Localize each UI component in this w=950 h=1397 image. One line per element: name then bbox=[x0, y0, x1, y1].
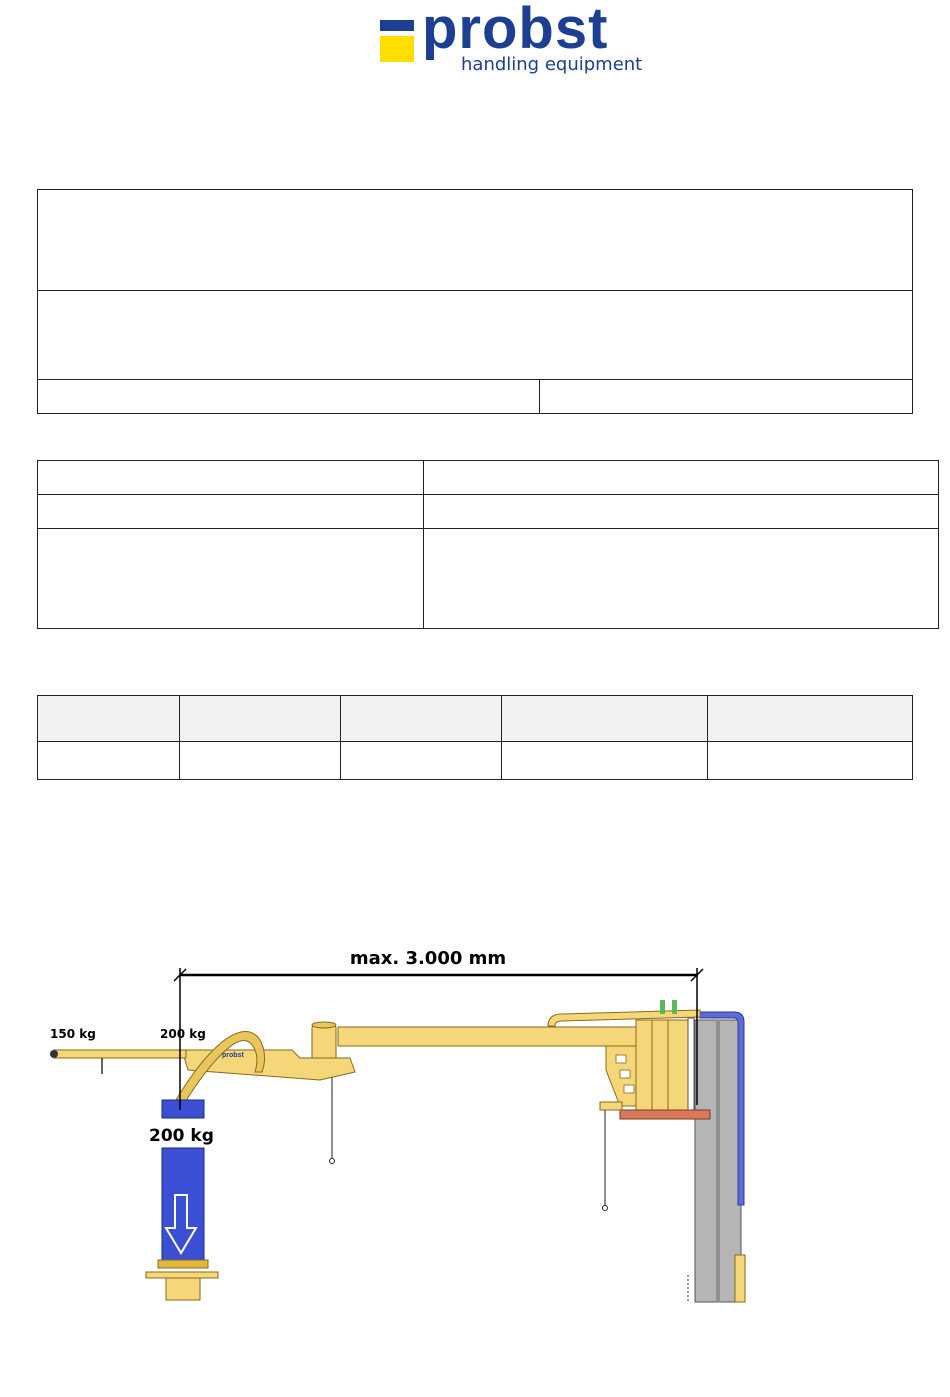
table1-row1-cell bbox=[38, 190, 913, 291]
specs-header-cell bbox=[341, 696, 502, 742]
table1-row3-left-cell bbox=[38, 380, 540, 414]
table2-row2-label-cell bbox=[38, 495, 424, 529]
specs-value-cell bbox=[708, 742, 913, 780]
logo-tagline: handling equipment bbox=[461, 54, 643, 75]
specs-table bbox=[37, 695, 913, 780]
load-device-label: 200 kg bbox=[149, 1126, 214, 1146]
specs-header-cell bbox=[708, 696, 913, 742]
arm-joint bbox=[312, 1022, 336, 1164]
load-inner-label: 200 kg bbox=[160, 1027, 206, 1041]
specs-value-cell bbox=[38, 742, 180, 780]
specs-header-cell bbox=[38, 696, 180, 742]
dimension-label: max. 3.000 mm bbox=[349, 948, 507, 969]
specs-header-cell bbox=[180, 696, 341, 742]
specs-value-cell bbox=[341, 742, 502, 780]
table2-row2-value-cell bbox=[424, 495, 939, 529]
jib-crane-drawing bbox=[40, 940, 760, 1305]
table2-row1-label-cell bbox=[38, 461, 424, 495]
probst-logo bbox=[378, 0, 643, 76]
specs-header-cell bbox=[502, 696, 708, 742]
specs-value-cell bbox=[502, 742, 708, 780]
table2-row1-value-cell bbox=[424, 461, 939, 495]
table2-row3-value-cell bbox=[424, 529, 939, 629]
load-outer-label: 150 kg bbox=[50, 1027, 96, 1041]
table2-row3-label-cell bbox=[38, 529, 424, 629]
main-arm bbox=[338, 1000, 710, 1211]
table1-row3-right-cell bbox=[540, 380, 913, 414]
extension-arm bbox=[50, 1050, 186, 1074]
table1-row2-cell bbox=[38, 291, 913, 380]
logo-brand: probst bbox=[422, 0, 609, 61]
header-info-table bbox=[37, 189, 913, 414]
details-table bbox=[37, 460, 939, 629]
arm-brand-label: probst bbox=[222, 1052, 244, 1059]
logo-blue-bar bbox=[380, 20, 414, 31]
specs-value-cell bbox=[180, 742, 341, 780]
logo-yellow-bar bbox=[380, 36, 414, 62]
